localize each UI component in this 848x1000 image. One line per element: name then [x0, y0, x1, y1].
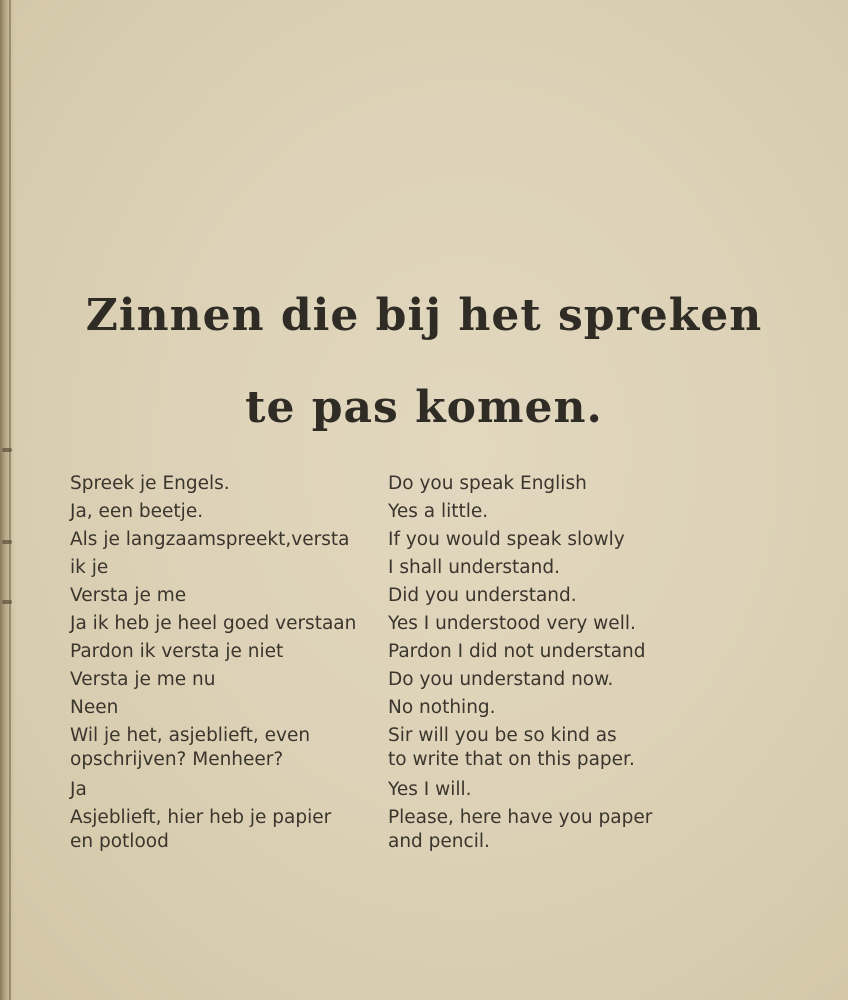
dutch-phrase: Asjeblieft, hier heb je papier en potlood: [70, 807, 332, 852]
english-phrase: No nothing.: [388, 697, 496, 718]
phrase-row: [70, 554, 730, 582]
dutch-phrase: Neen: [70, 697, 119, 718]
phrase-table: [70, 470, 730, 858]
english-phrase: Please, here have you paper and pencil.: [388, 807, 653, 852]
phrase-row: [70, 470, 730, 498]
spine-binding-line: [9, 0, 11, 1000]
binding-stitch: [2, 448, 12, 452]
phrase-row: [70, 776, 730, 804]
english-phrase: I shall understand.: [388, 557, 560, 578]
dutch-phrase: Spreek je Engels.: [70, 473, 230, 494]
dutch-phrase: Pardon ik versta je niet: [70, 641, 284, 662]
phrase-row: [70, 526, 730, 554]
dutch-phrase: Wil je het, asjeblieft, even opschrijven? Menheer?: [70, 725, 311, 770]
english-phrase: Do you understand now.: [388, 669, 614, 690]
english-phrase: Did you understand.: [388, 585, 577, 606]
phrase-row: [70, 638, 730, 666]
english-phrase: Yes I understood very well.: [388, 613, 636, 634]
dutch-phrase: Ja ik heb je heel goed verstaan: [70, 613, 357, 634]
english-phrase: Pardon I did not understand: [388, 641, 646, 662]
book-spine: [0, 0, 16, 1000]
dutch-phrase: Versta je me nu: [70, 669, 216, 690]
phrase-row: [70, 582, 730, 610]
english-phrase: Do you speak English: [388, 473, 587, 494]
dutch-phrase: Ja, een beetje.: [70, 501, 204, 522]
dutch-phrase: Ja: [70, 779, 87, 800]
english-phrase: If you would speak slowly: [388, 529, 625, 550]
phrase-row: [70, 498, 730, 526]
phrase-row: [70, 724, 730, 772]
binding-stitch: [2, 600, 12, 604]
phrase-row: [70, 666, 730, 694]
binding-stitch: [2, 540, 12, 544]
dutch-phrase: ik je: [70, 557, 109, 578]
page-title-line-2: te pas komen.: [245, 382, 603, 433]
dutch-phrase: Versta je me: [70, 585, 187, 606]
phrase-row: [70, 694, 730, 722]
english-phrase: Yes a little.: [388, 501, 489, 522]
dutch-phrase: Als je langzaamspreekt,versta: [70, 529, 350, 550]
phrase-row: [70, 806, 730, 854]
english-phrase: Sir will you be so kind as to write that on this paper.: [388, 725, 635, 770]
phrase-row: [70, 610, 730, 638]
page-title-line-1: Zinnen die bij het spreken: [85, 290, 763, 341]
english-phrase: Yes I will.: [388, 779, 472, 800]
